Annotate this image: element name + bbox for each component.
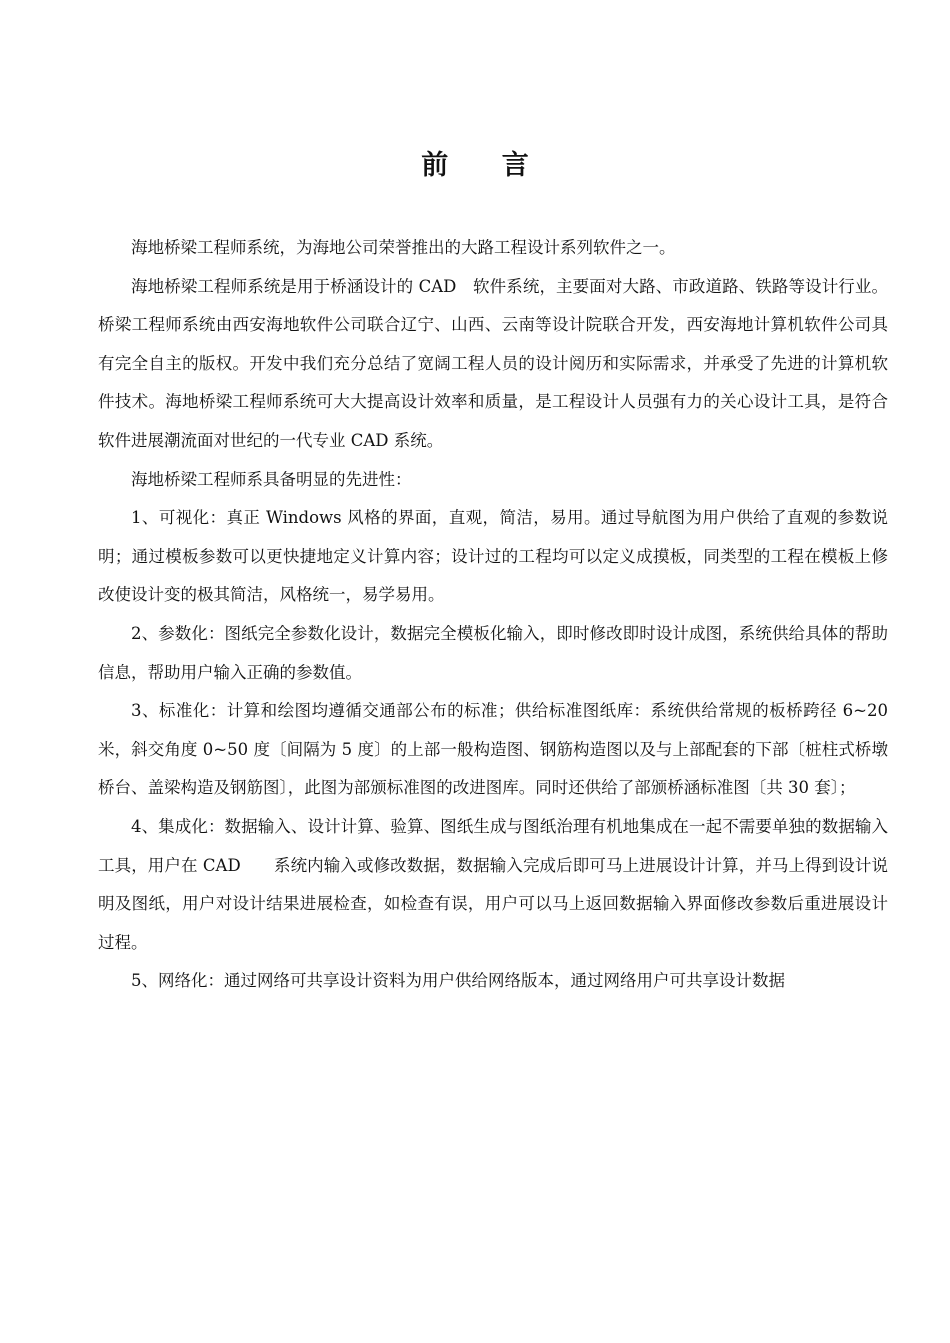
paragraph-intro: 海地桥梁工程师系统，为海地公司荣誉推出的大路工程设计系列软件之一。 <box>131 238 676 257</box>
page-title: 前 言 <box>421 150 551 181</box>
paragraph-integration: 4、集成化：数据输入、设计计算、验算、图纸生成与图纸治理有机地集成在一起不需要单独的数据输入工具，用户在 CAD 系统内输入或修改数据，数据输入完成后即可马上进展设计计算，并马上得到设计说明及图纸，用户对设计结果进展检查，如检查有误，用户可以马上返回数据输入界面修改参数后重进展设计过程。 <box>98 816 888 952</box>
paragraph-visualization: 1、可视化：真正 Windows 风格的界面，直观，简洁，易用。通过导航图为用户供给了直观的参数说明；通过模板参数可以更快捷地定义计算内容；设计过的工程均可以定义成摸板，同类型的工程在模板上修改使设计变的极其简洁，风格统一，易学易用。 <box>98 508 888 605</box>
paragraph-standardization: 3、标准化：计算和绘图均遵循交通部公布的标准；供给标准图纸库：系统供给常规的板桥跨径 6~20 米，斜交角度 0~50 度〔间隔为 5 度〕的上部一般构造图、钢筋构造图以及与上部配套的下部〔桩柱式桥墩桥台、盖梁构造及钢筋图〕，此图为部颁标准图的改进图库。同时还供给了部颁桥涵标准图〔共 30 套〕； <box>98 701 888 798</box>
body-text <box>98 229 888 1001</box>
paragraph-overview: 海地桥梁工程师系统是用于桥涵设计的 CAD 软件系统，主要面对大路、市政道路、铁路等设计行业。桥梁工程师系统由西安海地软件公司联合辽宁、山西、云南等设计院联合开发，西安海地计算机软件公司具有完全自主的版权。开发中我们充分总结了宽阔工程人员的设计阅历和实际需求，并承受了先进的计算机软件技术。海地桥梁工程师系统可大大提高设计效率和质量，是工程设计人员强有力的关心设计工具，是符合软件进展潮流面对世纪的一代专业 CAD 系统。 <box>98 276 888 450</box>
paragraph-parameterization: 2、参数化：图纸完全参数化设计，数据完全模板化输入，即时修改即时设计成图，系统供给具体的帮助信息，帮助用户输入正确的参数值。 <box>98 623 888 682</box>
paragraph-networking: 5、网络化：通过网络可共享设计资料为用户供给网络版本，通过网络用户可共享设计数据 <box>131 971 785 991</box>
paragraph-advantages-heading: 海地桥梁工程师系具备明显的先进性： <box>131 469 412 489</box>
